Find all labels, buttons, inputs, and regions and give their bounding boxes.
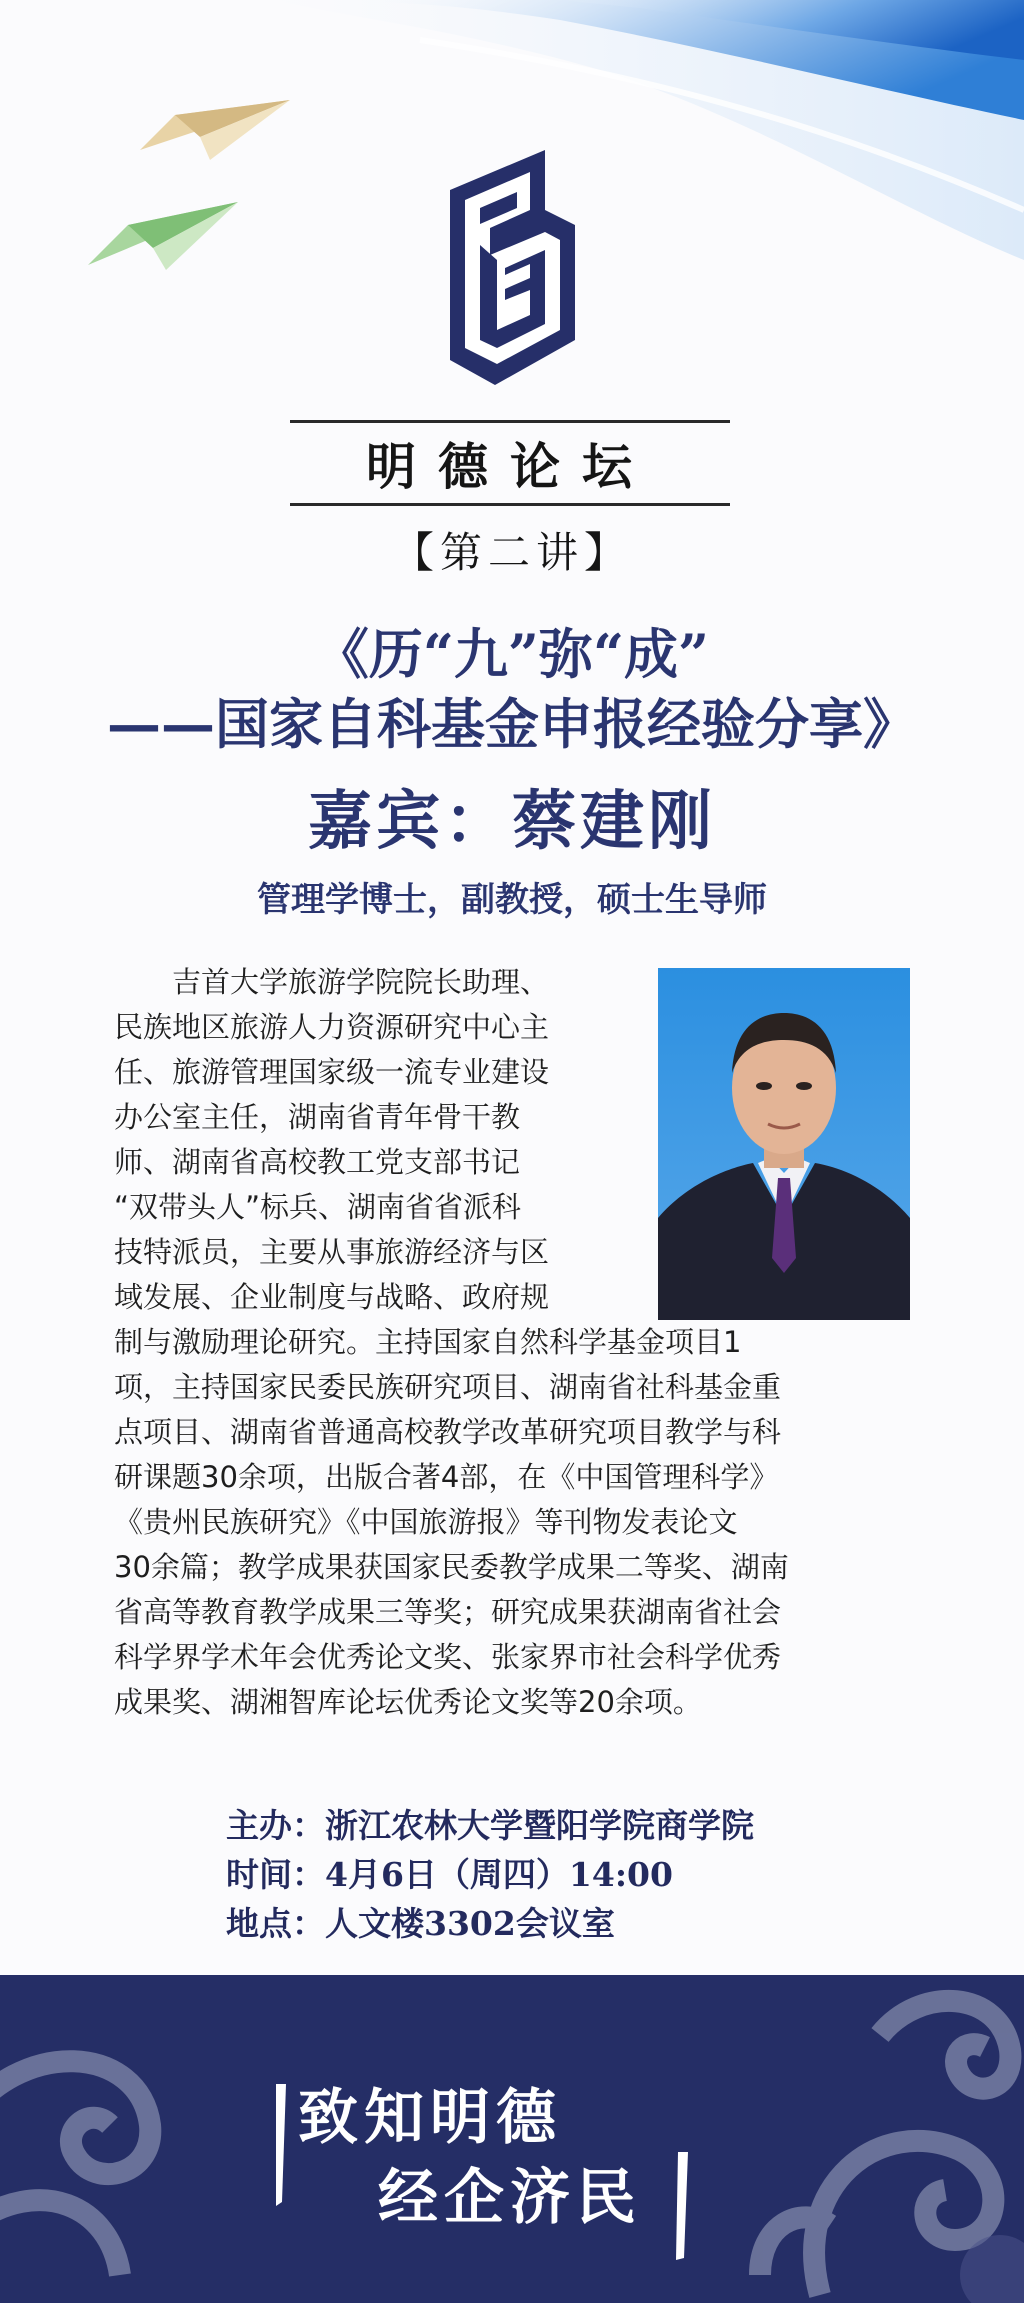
beige-paper-plane-icon	[140, 85, 290, 160]
guest-name: 嘉宾：蔡建刚	[308, 784, 716, 859]
bio-line: 点项目、湖南省普通高校教学改革研究项目教学与科	[114, 1415, 782, 1449]
bio-line: 师、湖南省高校教工党支部书记	[114, 1145, 521, 1179]
bio-line: 《贵州民族研究》《中国旅游报》等刊物发表论文	[114, 1505, 738, 1539]
guest-credentials: 管理学博士，副教授，硕士生导师	[257, 880, 767, 920]
bio-line: 任、旅游管理国家级一流专业建设	[114, 1055, 550, 1089]
bio-line: 办公室主任，湖南省青年骨干教	[114, 1100, 521, 1134]
bio-line: 30余篇；教学成果获国家民委教学成果二等奖、湖南	[114, 1550, 789, 1584]
bio-line: 省高等教育教学成果三等奖；研究成果获湖南省社会	[114, 1595, 782, 1629]
speaker-bio	[114, 960, 896, 1725]
bio-line: 吉首大学旅游学院院长助理、	[114, 965, 550, 999]
forum-logo-icon	[435, 150, 590, 395]
bio-line: 成果奖、湖湘智库论坛优秀论文奖等20余项。	[114, 1685, 702, 1719]
event-place: 地点：人文楼3302会议室	[226, 1904, 615, 1943]
bio-line: 技特派员，主要从事旅游经济与区	[114, 1235, 550, 1269]
bio-line: 研课题30余项，出版合著4部，在《中国管理科学》	[114, 1460, 779, 1494]
event-host: 主办：浙江农林大学暨阳学院商学院	[226, 1806, 754, 1845]
lecture-number: 【第二讲】	[391, 528, 632, 577]
slogan-line-1: 致知明德	[298, 2083, 562, 2153]
bio-line: 科学界学术年会优秀论文奖、张家界市社会科学优秀	[114, 1640, 782, 1674]
slogan-line-2: 经企济民	[378, 2163, 642, 2233]
forum-title: 明德论坛	[290, 420, 730, 506]
bio-line: 制与激励理论研究。主持国家自然科学基金项目1	[114, 1325, 742, 1359]
bio-line: “双带头人”标兵、湖南省省派科	[114, 1190, 522, 1224]
talk-title-line-1: 《历“九”弥“成”	[314, 622, 710, 686]
bio-line: 民族地区旅游人力资源研究中心主	[114, 1010, 550, 1044]
bio-line: 域发展、企业制度与战略、政府规	[114, 1280, 550, 1314]
event-time: 时间：4月6日（周四）14:00	[226, 1855, 673, 1894]
bio-line: 项，主持国家民委民族研究项目、湖南省社科基金重	[114, 1370, 782, 1404]
talk-title-line-2: ——国家自科基金申报经验分享》	[107, 692, 917, 756]
green-paper-plane-icon	[88, 190, 238, 270]
